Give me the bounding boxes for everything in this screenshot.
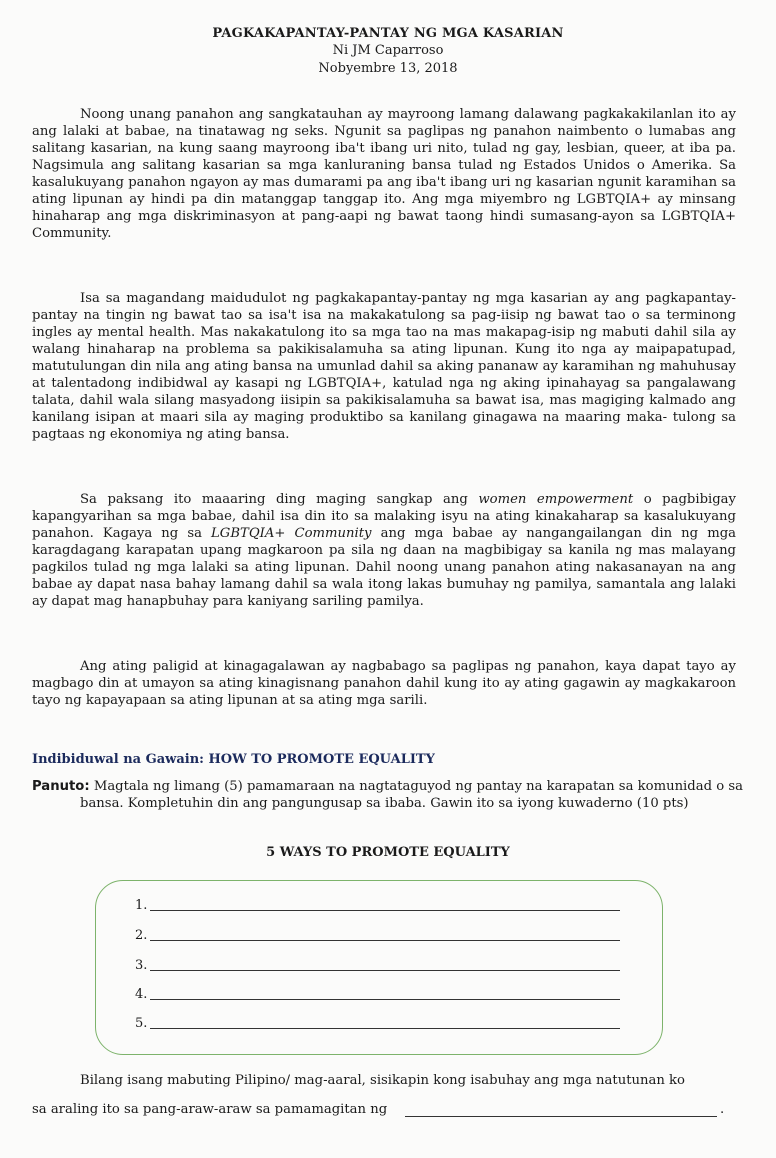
answer-item-5-number: 5. [135,1016,148,1031]
author-line: Ni JM Caparroso [332,43,444,58]
instructions-text: Magtala ng limang (5) pamamaraan na nagtataguyod ng pantay na karapatan sa komunidad o sa bansa. Kompletuhin din ang pangungusap sa ibaba. Gawin ito sa iyong kuwaderno (10 pts) [80,779,743,811]
activity-heading: Indibiduwal na Gawain: HOW TO PROMOTE EQUALITY [32,752,435,767]
paragraph-4: Ang ating paligid at kinagagalawan ay nagbabago sa paglipas ng panahon, kaya dapat tayo ay magbago din at umayon sa ating kinagisnang panahon dahil kung ito ay ating gagawin ay magkakaroon tayo ng kapayapaan sa ating lipunan at sa ating mga sarili. [32,659,736,708]
closing-sentence-line-2: sa araling ito sa pang-araw-araw sa pamamagitan ng [32,1102,388,1117]
closing-blank[interactable] [405,1116,717,1117]
instructions [32,778,760,812]
answer-item-1-blank[interactable] [150,910,620,911]
paragraph-3-text-c: ang mga babae ay nangangailangan din ng mga karagdagang karapatan upang magkaroon pa sila ng daan na magbibigay sa kanila ng mas malayang pagkilos tulad ng mga lalaki sa ating lipunan. Dahil noong unang panahon ating nakasanayan na ang babae ay dapat nasa bahay lamang dahil sa wala itong lakas bumuhay ng pamilya, samantala ang lalaki ay dapat mag hanapbuhay para kaniyang sariling pamilya. [32,526,737,609]
paragraph-3-text-b: o pagbibigay kapangyarihan sa mga babae, dahil isa din ito sa malaking isyu na ating kinakaharap sa kasalukuyang panahon. Kagaya ng sa [32,492,736,541]
answer-item-3-blank[interactable] [150,970,620,971]
closing-sentence-line-1: Bilang isang mabuting Pilipino/ mag-aaral, sisikapin kong isabuhay ang mga natutunan ko [80,1073,685,1088]
date-line: Nobyembre 13, 2018 [318,61,458,76]
paragraph-3-text-a: Sa paksang ito maaaring ding maging sangkap ang [80,492,479,507]
paragraph-3-italic-b: LGBTQIA+ Community [211,526,372,541]
ways-title: 5 WAYS TO PROMOTE EQUALITY [266,845,510,860]
paragraph-3 [32,491,736,610]
instructions-label: Panuto: [32,779,90,794]
answer-item-4-number: 4. [135,987,148,1002]
answer-item-5-blank[interactable] [150,1028,620,1029]
answer-item-3-number: 3. [135,958,148,973]
paragraph-1: Noong unang panahon ang sangkatauhan ay mayroong lamang dalawang pagkakakilanlan ito ay ang lalaki at babae, na tinatawag ng seks. Ngunit sa paglipas ng panahon naimbento o lumabas ang salitang kasarian, na kung saang mayroong iba't ibang uri nito, tulad ng gay, lesbian, queer, at iba pa. Nagsimula ang salitang kasarian sa mga kanluraning bansa tulad ng Estados Unidos o Amerika. Sa kasalukuyang panahon ngayon ay mas dumarami pa ang iba't ibang uri ng kasarian ngunit karamihan sa ating lipunan ay hindi pa din matanggap tanggap ito. Ang mga miyembro ng LGBTQIA+ ay minsang hinaharap ang mga diskriminasyon at pang-aapi ng bawat taong hindi sumasang-ayon sa LGBTQIA+ Community. [32,107,736,241]
answer-item-2-number: 2. [135,928,148,943]
closing-period: . [720,1102,725,1117]
document-title: PAGKAKAPANTAY-PANTAY NG MGA KASARIAN [212,26,564,41]
answer-item-4-blank[interactable] [150,999,620,1000]
paragraph-2: Isa sa magandang maidudulot ng pagkakapantay-pantay ng mga kasarian ay ang pagkapantay-pantay na tingin ng bawat tao sa isa't isa na makakatulong sa pag-iisip ng bawat tao o sa terminong ingles ay mental health. Mas nakakatulong ito sa mga tao na mas makapag-isip ng mabuti dahil sila ay walang hinaharap na problema sa pakikisalamuha sa ating lipunan. Kung ito nga ay maipapatupad, matutulungan din nila ang ating bansa na umunlad dahil sa aking pananaw ay karamihan ng mahuhusay at talentadong indibidwal ay kasapi ng LGBTQIA+, katulad nga ng aking ipinahayag sa pangalawang talata, dahil wala silang masyadong iisipin sa pakikisalamuha sa bawat isa, mas magiging kalmado ang kanilang isipan at maari sila ay maging produktibo sa kanilang ginagawa na maaring maka- tulong sa pagtaas ng ekonomiya ng ating bansa. [32,291,736,442]
answer-item-1-number: 1. [135,898,148,913]
paragraph-3-italic-a: women empowerment [478,492,634,507]
answer-item-2-blank[interactable] [150,940,620,941]
